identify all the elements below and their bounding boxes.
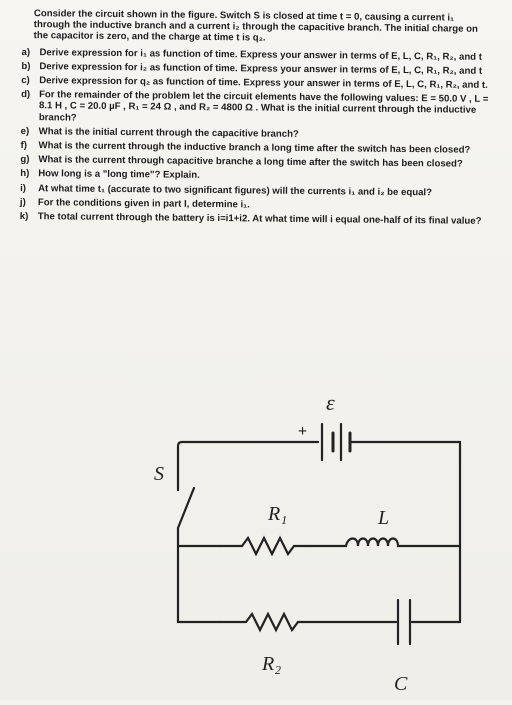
question-text: What is the current through capacitive branche a long time after the switch has been closed? [38,154,463,170]
circuit-diagram [150,350,490,700]
question-i [20,183,490,199]
inductor-coil [310,539,460,547]
question-k [20,211,490,227]
r1-label: R₁ [268,503,288,525]
r1-resistor [220,538,310,554]
question-g [20,154,490,170]
question-label: b) [21,60,31,72]
circuit-svg [150,350,490,700]
question-label: f) [20,140,28,152]
question-e [21,126,491,142]
l-label: L [378,507,390,529]
question-a [21,47,491,63]
question-b [21,61,491,77]
r2-label: R₂ [262,653,282,675]
question-text: What is the current through the inductive branch a long time after the switch has been closed? [38,140,471,156]
question-label: e) [20,125,30,137]
question-label: c) [21,75,30,87]
question-f [21,140,491,156]
question-text: Derive expression for i₁ as function of time. Express your answer in terms of E, L, C, R₁, R₂, and t [39,46,483,63]
problem-intro: Consider the circuit shown in the figure. Switch S is closed at time t = 0, causing a current i₁ through the inductive branch and a current i₂ through the capacitive branch. The initial charge on the capacitor is zero, and the charge at time t is q₂. [33,8,478,44]
question-d [21,89,491,128]
question-text: Derive expression for i₂ as function of time. Express your answer in terms of E, L, C, R₁, R₂, and t [39,60,483,77]
switch-blade [178,488,194,528]
c-label: C [394,673,408,695]
switch-label: S [154,463,164,485]
question-h [20,168,490,184]
question-text: How long is a "long time"? Explain. [38,168,200,182]
question-label: d) [21,89,31,101]
question-label: j) [19,196,26,208]
question-text: For the remainder of the problem let the circuit elements have the following values: E = 50.0 V , L = 8.1 H , C = 20.0 µF , R₁ = 24 Ω , and R₂ = 4800 Ω . What is the initial current through the inductive branch? [38,89,489,124]
emf-label: ε [326,390,335,415]
question-text: For the conditions given in part I, determine i₁. [37,197,250,211]
r2-resistor [220,614,396,630]
question-label: g) [20,154,30,166]
question-label: a) [21,46,31,58]
question-j [20,197,490,213]
question-text: At what time t₁ (accurate to two significant figures) will the currents i₁ and i₂ be equal? [38,182,433,198]
question-text: The total current through the battery is i=i1+i2. At what time will i equal one-half of its final value? [37,211,482,227]
question-text: What is the initial current through the capacitive branch? [38,126,299,140]
question-text: Derive expression for q₂ as function of time. Express your answer in terms of E, L, C, R₁, R₂, and t. [39,75,488,91]
problem-text [20,8,492,230]
question-label: k) [19,211,29,223]
left-wire [178,528,220,622]
question-c [21,75,491,91]
question-label: h) [20,168,30,180]
top-wire-left [178,442,318,490]
question-label: i) [20,182,27,194]
plus-label: + [298,423,308,440]
